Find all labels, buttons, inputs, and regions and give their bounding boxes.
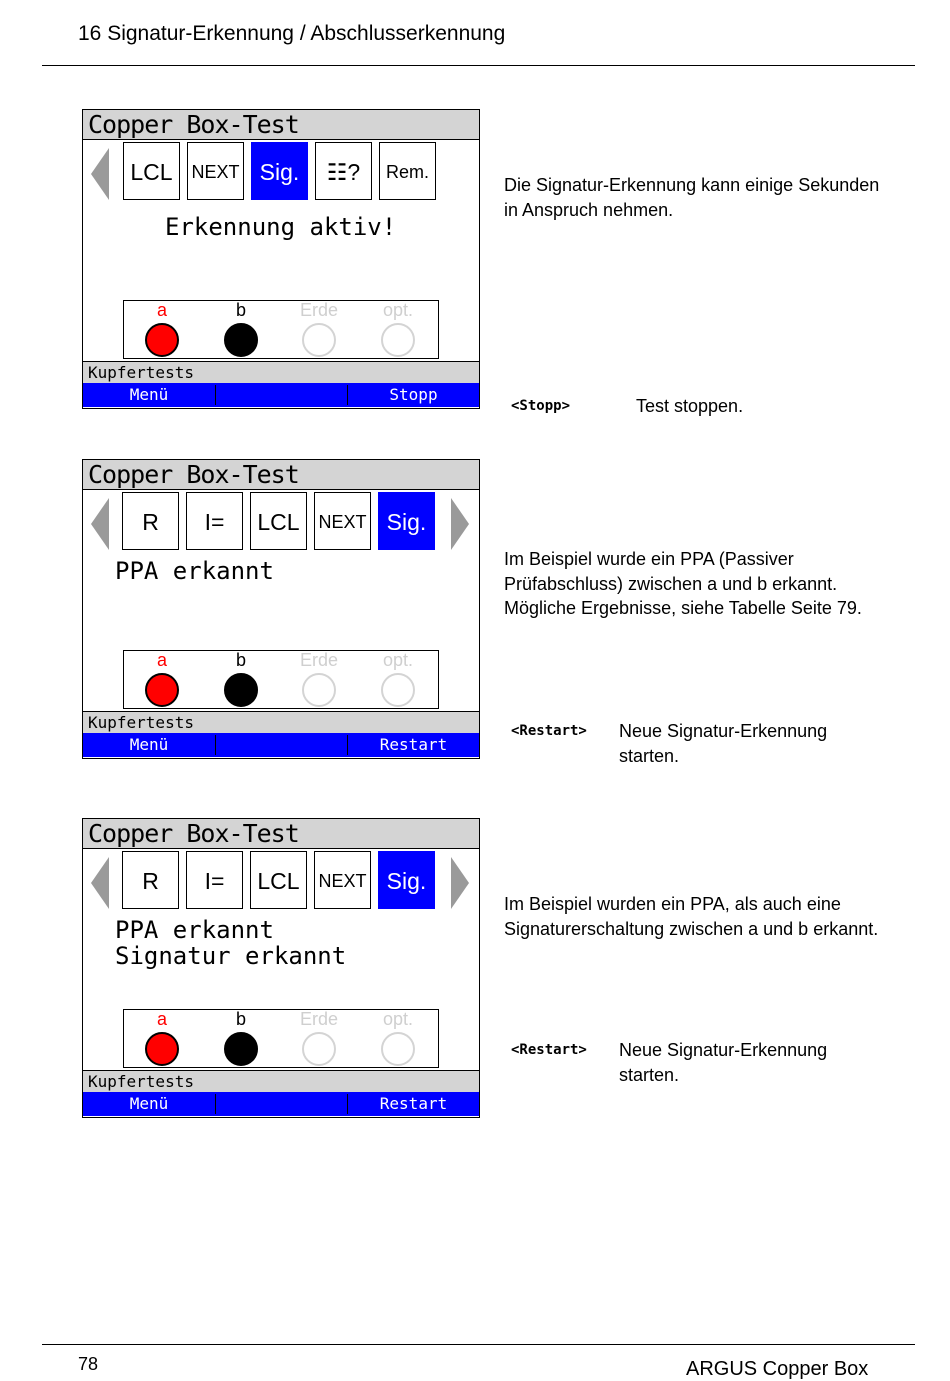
wire-label-b: b xyxy=(235,300,246,320)
scroll-left-arrow-icon[interactable] xyxy=(91,148,109,200)
softkey-empty[interactable] xyxy=(216,1092,347,1116)
tab-termination-detect[interactable]: ☷? xyxy=(315,142,372,200)
wire-label-opt: opt. xyxy=(382,650,414,670)
wire-label-erde: Erde xyxy=(299,1009,339,1029)
key-restart: <Restart> xyxy=(511,1042,587,1058)
tab-r[interactable]: R xyxy=(122,851,179,909)
softkey-menu[interactable]: Menü xyxy=(129,385,169,404)
key-stopp: <Stopp> xyxy=(511,398,571,414)
wire-label-b: b xyxy=(235,650,246,670)
wire-label-b: b xyxy=(235,1009,246,1029)
screen-message: Erkennung aktiv! xyxy=(165,213,397,241)
wire-indicator-panel xyxy=(123,1009,439,1068)
softkey-menu[interactable]: Menü xyxy=(129,735,169,754)
wire-erde-dot-icon xyxy=(302,1032,336,1066)
wire-a-dot-icon xyxy=(145,323,179,357)
wire-label-erde: Erde xyxy=(299,650,339,670)
wire-opt-dot-icon xyxy=(381,673,415,707)
tab-rem[interactable]: Rem. xyxy=(379,142,436,200)
header-rule xyxy=(42,65,915,66)
wire-label-opt: opt. xyxy=(382,300,414,320)
tab-lcl[interactable]: LCL xyxy=(123,142,180,200)
scroll-left-arrow-icon[interactable] xyxy=(91,498,109,550)
tab-sig[interactable]: Sig. xyxy=(378,851,435,909)
wire-label-erde: Erde xyxy=(299,300,339,320)
page-number: 78 xyxy=(78,1354,99,1374)
device-screen-3 xyxy=(82,818,480,1118)
softkey-restart[interactable]: Restart xyxy=(379,735,448,754)
wire-label-a: a xyxy=(156,1009,167,1029)
tab-sig[interactable]: Sig. xyxy=(251,142,308,200)
wire-opt-dot-icon xyxy=(381,323,415,357)
wire-label-opt: opt. xyxy=(382,1009,414,1029)
tab-sig[interactable]: Sig. xyxy=(378,492,435,550)
softkey-bar xyxy=(83,1092,479,1116)
screen-title: Copper Box-Test xyxy=(83,110,479,140)
wire-b-dot-icon xyxy=(224,1032,258,1066)
softkey-restart[interactable]: Restart xyxy=(379,1094,448,1113)
key-restart: <Restart> xyxy=(511,723,587,739)
status-bar: Kupfertests xyxy=(83,361,479,383)
softkey-empty[interactable] xyxy=(216,733,347,757)
tab-i-dc[interactable]: I= xyxy=(186,492,243,550)
wire-indicator-panel xyxy=(123,650,439,709)
page-header: 16 Signatur-Erkennung / Abschlusserkennung xyxy=(78,22,506,45)
description-3: Im Beispiel wurden ein PPA, als auch eine Signaturerschaltung zwischen a und b erkannt. xyxy=(504,894,879,939)
wire-b-dot-icon xyxy=(224,323,258,357)
footer-rule xyxy=(42,1344,915,1345)
wire-erde-dot-icon xyxy=(302,323,336,357)
wire-erde-dot-icon xyxy=(302,673,336,707)
tab-r[interactable]: R xyxy=(122,492,179,550)
screen-title: Copper Box-Test xyxy=(83,460,479,490)
softkey-bar xyxy=(83,383,479,407)
wire-label-a: a xyxy=(156,300,167,320)
wire-a-dot-icon xyxy=(145,673,179,707)
device-screen-2 xyxy=(82,459,480,759)
description-2: Im Beispiel wurde ein PPA (Passiver Prüfabschluss) zwischen a und b erkannt. Mögliche Ergebnisse, siehe Tabelle Seite 79. xyxy=(504,549,862,618)
softkey-empty[interactable] xyxy=(216,383,347,407)
tab-lcl[interactable]: LCL xyxy=(250,492,307,550)
key-stopp-text: Test stoppen. xyxy=(636,396,744,416)
scroll-right-arrow-icon[interactable] xyxy=(451,857,469,909)
tab-next[interactable]: NEXT xyxy=(314,492,371,550)
key-restart-text: Neue Signatur-Erkennung starten. xyxy=(619,1040,828,1085)
tab-lcl[interactable]: LCL xyxy=(250,851,307,909)
product-name: ARGUS Copper Box xyxy=(686,1358,869,1380)
tab-i-dc[interactable]: I= xyxy=(186,851,243,909)
wire-a-dot-icon xyxy=(145,1032,179,1066)
softkey-stopp[interactable]: Stopp xyxy=(389,385,438,404)
softkey-bar xyxy=(83,733,479,757)
scroll-left-arrow-icon[interactable] xyxy=(91,857,109,909)
scroll-right-arrow-icon[interactable] xyxy=(451,498,469,550)
screen-title: Copper Box-Test xyxy=(83,819,479,849)
key-restart-text: Neue Signatur-Erkennung starten. xyxy=(619,721,828,766)
tab-next[interactable]: NEXT xyxy=(314,851,371,909)
tab-next[interactable]: NEXT xyxy=(187,142,244,200)
wire-indicator-panel xyxy=(123,300,439,359)
status-bar: Kupfertests xyxy=(83,711,479,733)
wire-opt-dot-icon xyxy=(381,1032,415,1066)
device-screen-1 xyxy=(82,109,480,409)
status-bar: Kupfertests xyxy=(83,1070,479,1092)
description-1: Die Signatur-Erkennung kann einige Sekunden in Anspruch nehmen. xyxy=(504,175,880,220)
wire-b-dot-icon xyxy=(224,673,258,707)
screen-message: PPA erkannt xyxy=(115,557,274,585)
screen-message: PPA erkannt Signatur erkannt xyxy=(115,916,347,970)
softkey-menu[interactable]: Menü xyxy=(129,1094,169,1113)
wire-label-a: a xyxy=(156,650,167,670)
